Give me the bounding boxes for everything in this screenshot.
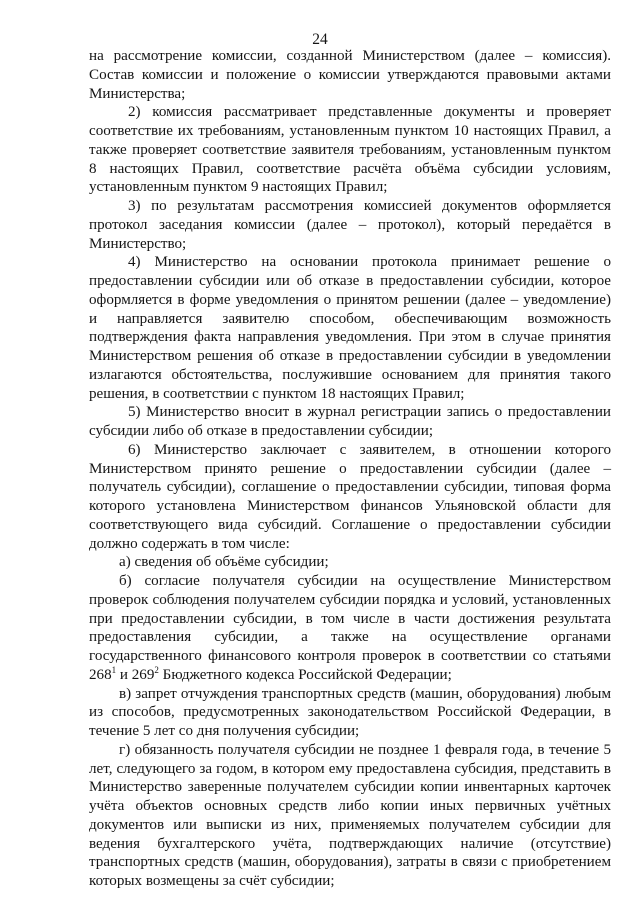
paragraph-subitem-b [89,572,611,685]
paragraph-item-5: 5) Министерство вносит в журнал регистрации запись о предоставлении субсидии либо об отказе в предоставлении субсидии; [89,404,611,439]
paragraph-item-3: 3) по результатам рассмотрения комиссией документов оформляется протокол заседания комиссии (далее – протокол), который передаётся в Министерство; [89,198,611,252]
subitem-b-text-end: Бюджетного кодекса Российской Федерации; [158,666,452,683]
paragraph-item-6: 6) Министерство заключает с заявителем, в отношении которого Министерством принято решение о предоставлении субсидии (далее – получатель субсидии), соглашение о предоставлении субсидии, типовая форма которого установлена Министерством финансов Ульяновской области для соответствующего вида субсидий. Соглашение о предоставлении субсидии должно содержать в том числе: [89,441,611,552]
document-body [89,47,611,891]
paragraph-subitem-v: в) запрет отчуждения транспортных средств (машин, оборудования) любым из способов, предусмотренных законодательством Российской Федерации, в течение 5 лет со дня получения субсидии; [89,685,611,739]
article-superscript-2: 2 [154,664,159,675]
paragraph-item-2: 2) комиссия рассматривает представленные документы и проверяет соответствие их требованиям, установленным пунктом 10 настоящих Правил, а также проверяет соответствие заявителя требованиям, установленным пунктом 8 настоящих Правил, соответствие расчёта объёма субсидии условиям, установленным пунктом 9 настоящих Правил; [89,104,611,196]
paragraph-item-4: 4) Министерство на основании протокола принимает решение о предоставлении субсидии или об отказе в предоставлении субсидии, которое оформляется в форме уведомления о принятом решении (далее – уведомление) и направляется заявителю способом, обеспечивающим возможность подтверждения факта направления уведомления. При этом в случае принятия Министерством решения об отказе в предоставлении субсидии в уведомлении излагаются обстоятельства, послужившие основанием для принятия такого решения, в соответствии с пунктом 18 настоящих Правил; [89,254,611,402]
paragraph-subitem-g: г) обязанность получателя субсидии не позднее 1 февраля года, в течение 5 лет, следующего за годом, в котором ему предоставлена субсидия, представить в Министерство заверенные получателем субсидии копии инвентарных карточек учёта объектов основных средств либо копии иных первичных учётных документов или выписки из них, применяемых получателем субсидии для ведения бухгалтерского учёта, подтверждающих наличие (отсутствие) транспортных средств (машин, оборудования), затраты в связи с приобретением которых возмещены за счёт субсидии; [89,741,611,889]
article-superscript-1: 1 [111,664,117,675]
paragraph-subitem-a: а) сведения об объёме субсидии; [119,554,329,571]
subitem-b-text: б) согласие получателя субсидии на осуществление Министерством проверок соблюдения получателем субсидии порядка и условий, установленных при предоставлении субсидии, в том числе в части достижения результата предоставления субсидии, а также на осуществление органами государственного финансового контроля проверок в соответствии со статьями 268 [89,573,611,683]
page-number: 24 [312,31,328,48]
paragraph-commission-intro: на рассмотрение комиссии, созданной Министерством (далее – комиссия). Состав комиссии и положение о комиссии утверждаются правовыми актами Министерства; [89,48,611,102]
subitem-b-text-middle: и 269 [116,666,155,683]
